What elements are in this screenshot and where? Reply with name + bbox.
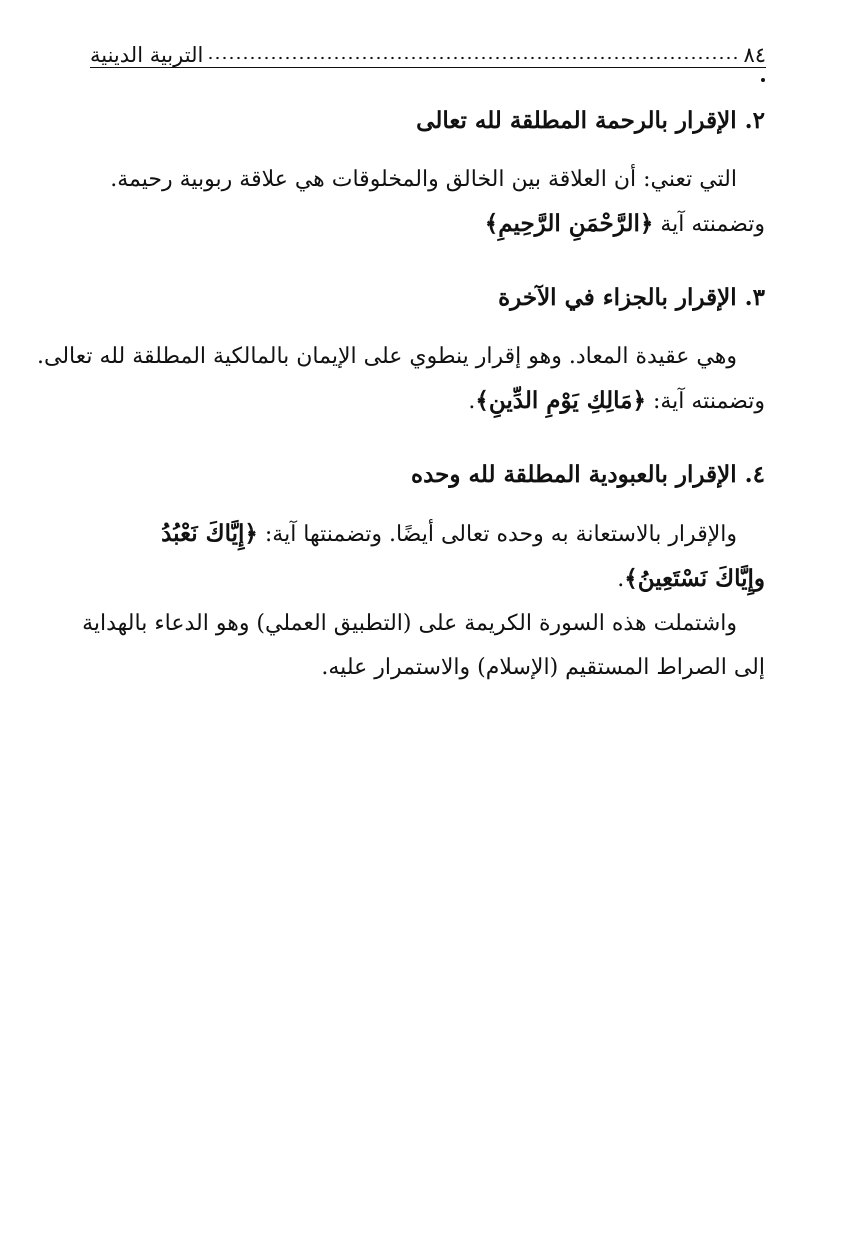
quran-verse: ﴿إِيَّاكَ نَعْبُدُ <box>161 520 258 547</box>
paragraph-line: وهي عقيدة المعاد. وهو إقرار ينطوي على الإيمان بالمالكية المطلقة لله تعالى. <box>37 344 737 369</box>
page-number: ٨٤ <box>743 43 766 67</box>
paragraph-line: التي تعني: أن العلاقة بين الخالق والمخلوقات هي علاقة ربوبية رحيمة. <box>110 167 737 192</box>
quran-verse: ﴿الرَّحْمَنِ الرَّحِيمِ﴾ <box>484 210 654 237</box>
paragraph-text: . <box>617 567 625 592</box>
quran-verse: وإِيَّاكَ نَسْتَعِينُ﴾ <box>624 565 765 592</box>
paragraph-text: وتضمنته آية: <box>645 389 765 414</box>
paragraph-line <box>89 557 765 602</box>
paragraph-line <box>89 202 765 247</box>
running-header <box>90 30 766 66</box>
paragraph-text: والإقرار بالاستعانة به وحده تعالى أيضًا. وتضمنتها آية: <box>257 522 737 547</box>
paragraph-line <box>89 512 765 557</box>
section-heading-recompense: ٣. الإقرار بالجزاء في الآخرة <box>498 284 765 311</box>
quran-verse: ﴿مَالِكِ يَوْمِ الدِّينِ﴾ <box>475 387 646 414</box>
section-heading-worship: ٤. الإقرار بالعبودية المطلقة لله وحده <box>411 461 765 488</box>
header-rule <box>90 67 766 68</box>
paragraph-line <box>89 379 765 424</box>
paragraph-text: . <box>468 389 476 414</box>
closing-paragraph-line: إلى الصراط المستقيم (الإسلام) والاستمرار عليه. <box>321 655 765 680</box>
dot-leader <box>207 56 739 60</box>
book-title: التربية الدينية <box>90 43 204 67</box>
closing-paragraph-line: واشتملت هذه السورة الكريمة على (التطبيق العملي) وهو الدعاء بالهداية <box>82 611 737 636</box>
header-dot <box>761 78 765 82</box>
section-heading-mercy: ٢. الإقرار بالرحمة المطلقة لله تعالى <box>416 107 765 134</box>
page-content <box>37 96 765 690</box>
paragraph-text: وتضمنته آية <box>653 212 765 237</box>
